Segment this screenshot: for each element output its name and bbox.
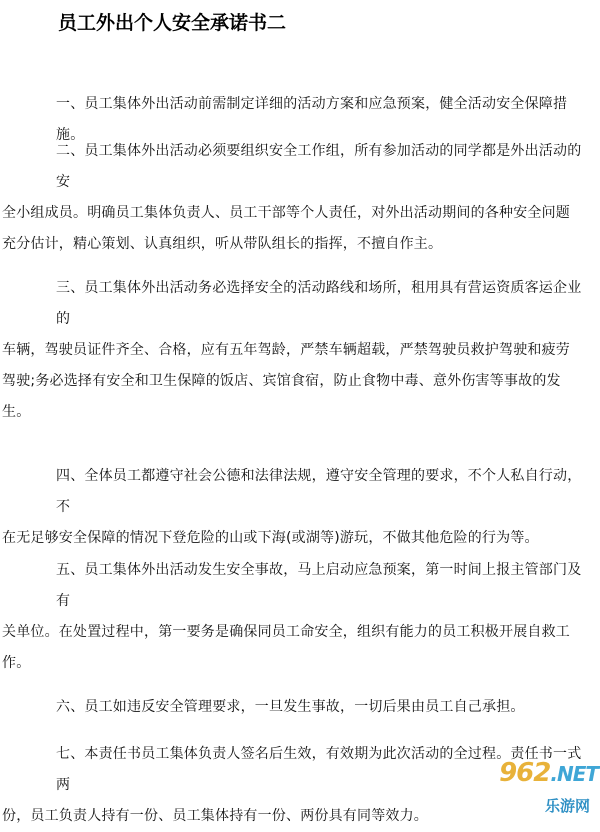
paragraph-line: 关单位。在处置过程中，第一要务是确保同员工命安全，组织有能力的员工积极开展自救工 (2, 624, 570, 640)
paragraph-line: 在无足够安全保障的情况下登危险的山或下海(或湖等)游玩，不做其他危险的行为等。 (2, 530, 539, 546)
watermark-site-name: 乐游网 (544, 797, 590, 815)
paragraph-line: 七、本责任书员工集体负责人签名后生效，有效期为此次活动的全过程。责任书一式两 (56, 746, 582, 793)
paragraph-line: 作。 (2, 655, 31, 671)
paragraph-line: 六、员工如违反安全管理要求，一旦发生事故，一切后果由员工自己承担。 (56, 699, 525, 715)
paragraph-4 (2, 461, 590, 554)
paragraph-line: 五、员工集体外出活动发生安全事故，马上启动应急预案，第一时间上报主管部门及有 (56, 562, 582, 609)
paragraph-6 (45, 692, 590, 723)
paragraph-line: 充分估计，精心策划、认真组织，听从带队组长的指挥，不擅自作主。 (2, 236, 443, 252)
paragraph-line: 全小组成员。明确员工集体负责人、员工干部等个人责任，对外出活动期间的各种安全问题 (2, 205, 570, 221)
paragraph-line: 车辆，驾驶员证件齐全、合格，应有五年驾龄，严禁车辆超载，严禁驾驶员救护驾驶和疲劳 (2, 342, 570, 358)
paragraph-line: 一、员工集体外出活动前需制定详细的活动方案和应急预案，健全活动安全保障措施。 (56, 96, 568, 143)
paragraph-line: 四、全体员工都遵守社会公德和法律法规，遵守安全管理的要求，不个人私自行动，不 (56, 468, 582, 515)
paragraph-line: 二、员工集体外出活动必须要组织安全工作组，所有参加活动的同学都是外出活动的安 (56, 143, 582, 190)
paragraph-line: 份，员工负责人持有一份、员工集体持有一份、两份具有同等效力。 (2, 808, 428, 824)
paragraph-5 (2, 555, 590, 679)
site-watermark (480, 758, 598, 816)
document-title: 员工外出个人安全承诺书二 (58, 12, 287, 34)
watermark-logo (499, 758, 598, 788)
watermark-logo-number: 962 (499, 758, 551, 788)
paragraph-line: 生。 (2, 404, 31, 420)
paragraph-line: 三、员工集体外出活动务必选择安全的活动路线和场所，租用具有营运资质客运企业的 (56, 280, 582, 327)
paragraph-3 (2, 273, 590, 428)
paragraph-line: 驾驶;务必选择有安全和卫生保障的饭店、宾馆食宿，防止食物中毒、意外伤害等事故的发 (2, 373, 561, 389)
watermark-logo-suffix: .NET (550, 762, 598, 786)
paragraph-2 (2, 136, 590, 260)
